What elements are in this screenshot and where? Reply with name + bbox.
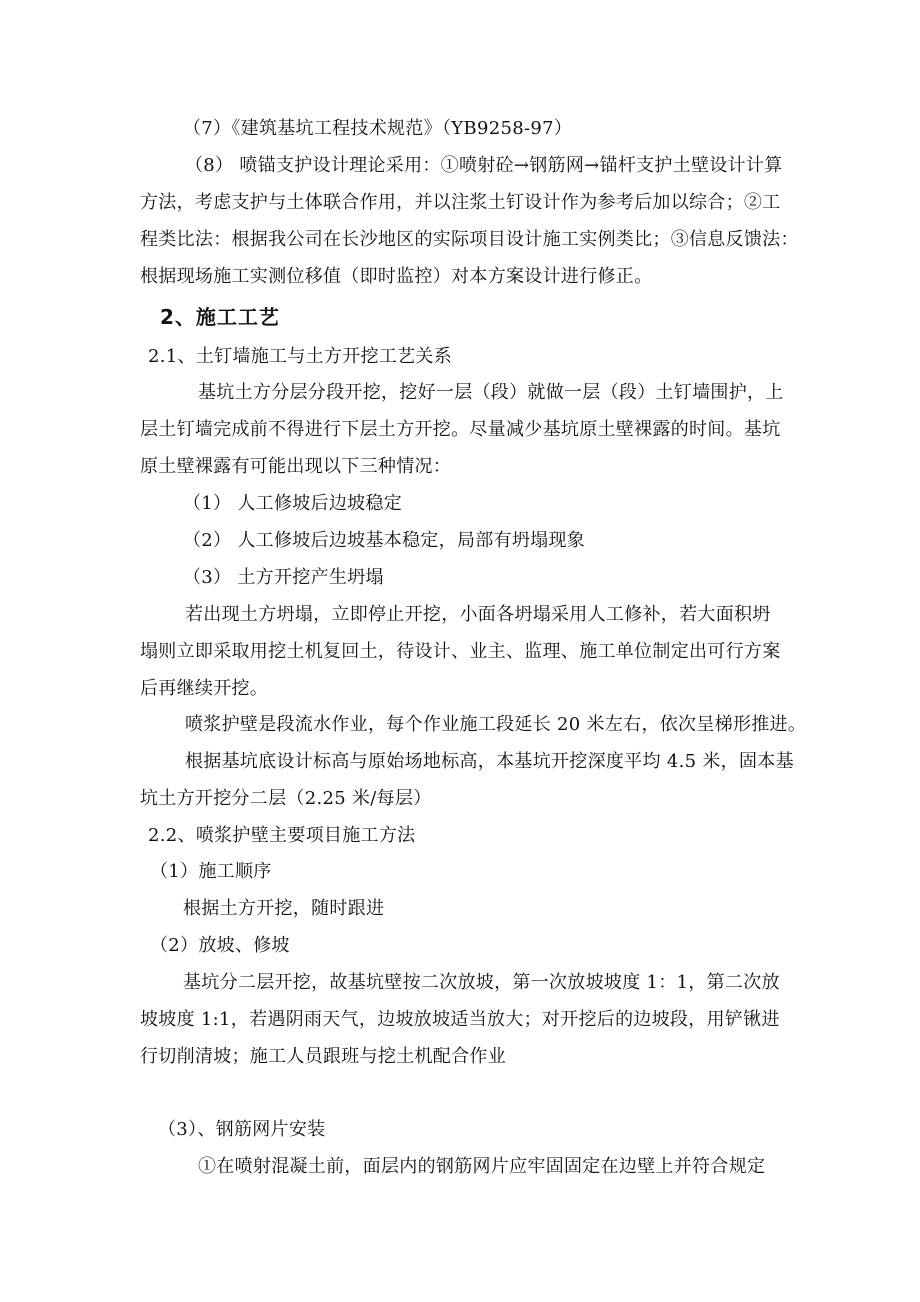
text-line: 基坑土方分层分段开挖，挖好一层（段）就做一层（段）土钉墙围护，上 [198, 382, 784, 403]
text-line: 根据现场施工实测位移值（即时监控）对本方案设计进行修正。 [140, 266, 653, 287]
text-line: 方法，考虑支护与土体联合作用，并以注浆土钉设计作为参考后加以综合；②工 [140, 192, 781, 213]
text-line: （7）《建筑基坑工程技术规范》（YB9258-97） [183, 118, 573, 139]
text-line: 后再继续开挖。 [140, 678, 269, 699]
subsection-heading: （1）施工顺序 [150, 861, 272, 882]
subsection-heading: （2）放坡、修坡 [150, 935, 290, 956]
text-line: 根据基坑底设计标高与原始场地标高，本基坑开挖深度平均 4.5 米，固本基 [185, 751, 794, 772]
text-line: 若出现土方坍塌，立即停止开挖，小面各坍塌采用人工修补，若大面积坍 [185, 604, 771, 625]
text-line: 根据土方开挖，随时跟进 [183, 898, 385, 919]
list-item: （1） 人工修坡后边坡稳定 [183, 493, 403, 514]
subsection-heading: 2.1、土钉墙施工与土方开挖工艺关系 [148, 346, 453, 367]
text-line: 行切削清坡；施工人员跟班与挖土机配合作业 [140, 1046, 506, 1067]
text-line: （8） 喷锚支护设计理论采用：①喷射砼→钢筋网→锚杆支护土壁设计计算 [185, 155, 783, 176]
list-item: （3） 土方开挖产生坍塌 [183, 567, 384, 588]
section-heading: 2、施工工艺 [160, 305, 280, 329]
text-line: 坑土方开挖分二层（2.25 米/每层） [140, 788, 432, 809]
text-line: 基坑分二层开挖，故基坑壁按二次放坡，第一次放坡坡度 1：1，第二次放 [183, 972, 780, 993]
text-line: 原土壁裸露有可能出现以下三种情况： [140, 456, 452, 477]
text-line: 喷浆护壁是段流水作业，每个作业施工段延长 20 米左右，依次呈梯形推进。 [185, 714, 807, 735]
text-line: 塌则立即采取用挖土机复回土，待设计、业主、监理、施工单位制定出可行方案 [140, 641, 781, 662]
text-line: ①在喷射混凝土前，面层内的钢筋网片应牢固固定在边壁上并符合规定 [198, 1156, 766, 1177]
text-line: 坡坡度 1:1，若遇阴雨天气，边坡放坡适当放大；对开挖后的边坡段，用铲锹进 [140, 1009, 780, 1030]
text-line: 程类比法：根据我公司在长沙地区的实际项目设计施工实例类比；③信息反馈法： [140, 229, 799, 250]
list-item: （2） 人工修坡后边坡基本稳定，局部有坍塌现象 [183, 530, 586, 551]
subsection-heading: 2.2、喷浆护壁主要项目施工方法 [148, 825, 416, 846]
text-line: 层土钉墙完成前不得进行下层土方开挖。尽量减少基坑原土壁裸露的时间。基坑 [140, 419, 781, 440]
subsection-heading: （3）、钢筋网片安装 [158, 1119, 326, 1140]
